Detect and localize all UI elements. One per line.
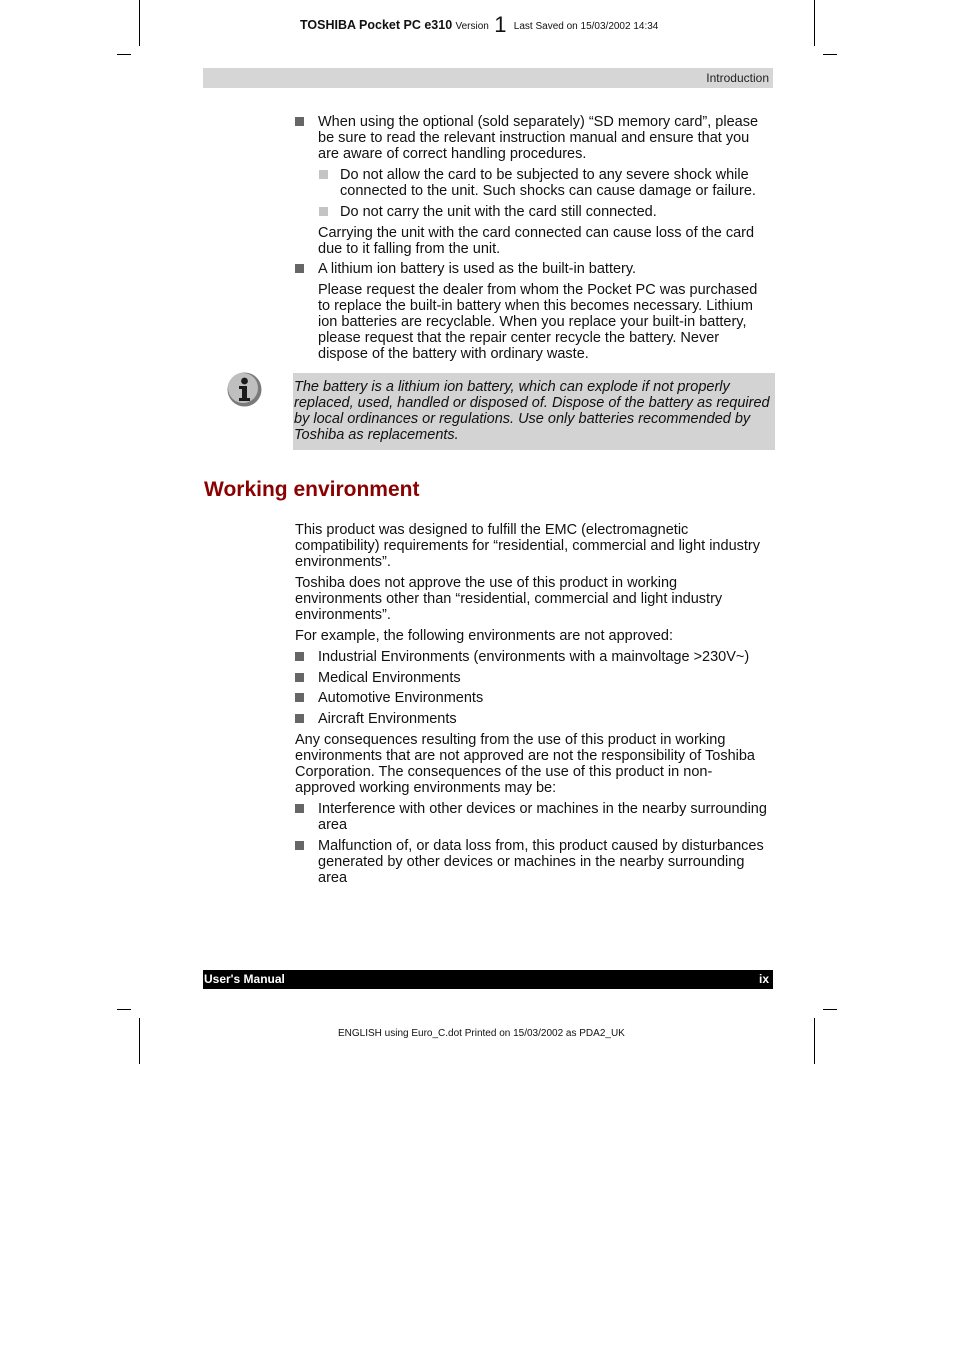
crop-mark-bottom-left — [139, 1018, 140, 1064]
paragraph: Toshiba does not approve the use of this product in working environments other than “residential, commercial and light industry environments”. — [295, 575, 723, 623]
bullet-square-light — [319, 170, 328, 179]
crop-tick-bottom-left — [117, 1009, 131, 1010]
bullet-square — [295, 841, 304, 850]
bullet-square — [295, 673, 304, 682]
product-title: TOSHIBA Pocket PC e310 — [300, 18, 453, 32]
bullet-square — [295, 264, 304, 273]
section-name: Introduction — [706, 71, 769, 85]
section-header-bar — [203, 68, 773, 88]
battery-details: Please request the dealer from whom the Pocket PC was purchased to replace the built-in battery when this becomes necessary. Lithium ion batteries are recyclable. When you replace your built-in battery, please request that the repair center recycle the battery. Never dispose of the battery with ordinary waste. — [318, 282, 758, 362]
manual-label: User's Manual — [204, 972, 285, 986]
bullet-square — [295, 804, 304, 813]
bullet-square — [295, 714, 304, 723]
section-heading: Working environment — [204, 478, 420, 501]
list-item: Automotive Environments — [318, 690, 484, 706]
bullet-square — [295, 652, 304, 661]
paragraph: This product was designed to fulfill the EMC (electromagnetic compatibility) requirements for “residential, commercial and light industry environments”. — [295, 522, 760, 570]
bullet-square — [295, 117, 304, 126]
crop-tick-bottom-right — [823, 1009, 837, 1010]
sd-card-followup: Carrying the unit with the card connected can cause loss of the card due to it falling from the unit. — [318, 225, 755, 257]
sd-card-intro: When using the optional (sold separately) “SD memory card”, please be sure to read the relevant instruction manual and ensure that you are aware of correct handling procedures. — [318, 114, 759, 162]
paragraph: For example, the following environments are not approved: — [295, 628, 674, 644]
page-number: ix — [758, 972, 769, 986]
list-item: Interference with other devices or machines in the nearby surrounding area — [318, 801, 767, 833]
version-number: 1 — [494, 12, 507, 37]
footer-bar — [203, 970, 773, 989]
sd-card-sub-item: Do not carry the unit with the card still connected. — [340, 204, 657, 220]
document-header — [300, 12, 658, 38]
list-item: Industrial Environments (environments with a mainvoltage >230V~) — [318, 649, 750, 665]
sd-card-sub-item: Do not allow the card to be subjected to any severe shock while connected to the unit. Such shocks can cause damage or failure. — [340, 167, 756, 199]
bullet-square — [295, 693, 304, 702]
battery-warning-note — [293, 373, 775, 450]
battery-intro: A lithium ion battery is used as the built-in battery. — [318, 261, 637, 277]
last-saved: Last Saved on 15/03/2002 14:34 — [513, 21, 659, 32]
paragraph: Any consequences resulting from the use of this product in working environments that are not approved are not the responsibility of Toshiba Corporation. The consequences of the use of this product in non-approved working environments may be: — [295, 732, 755, 796]
version-label: Version — [455, 21, 489, 32]
crop-mark-top-left — [139, 0, 140, 46]
list-item: Malfunction of, or data loss from, this product caused by disturbances generated by other devices or machines in the nearby surrounding area — [318, 838, 764, 886]
note-text: The battery is a lithium ion battery, which can explode if not properly replaced, used, handled or disposed of. Dispose of the battery as required by local ordinances or regulations. Use only batteries recommended by Toshiba as replacements. — [294, 379, 770, 443]
bullet-square-light — [319, 207, 328, 216]
crop-tick-top-left — [117, 54, 131, 55]
info-icon — [226, 371, 263, 408]
crop-mark-bottom-right — [814, 1018, 815, 1064]
list-item: Aircraft Environments — [318, 711, 457, 727]
print-info: ENGLISH using Euro_C.dot Printed on 15/03/2002 as PDA2_UK — [338, 1028, 625, 1039]
crop-tick-top-right — [823, 54, 837, 55]
crop-mark-top-right — [814, 0, 815, 46]
list-item: Medical Environments — [318, 670, 461, 686]
